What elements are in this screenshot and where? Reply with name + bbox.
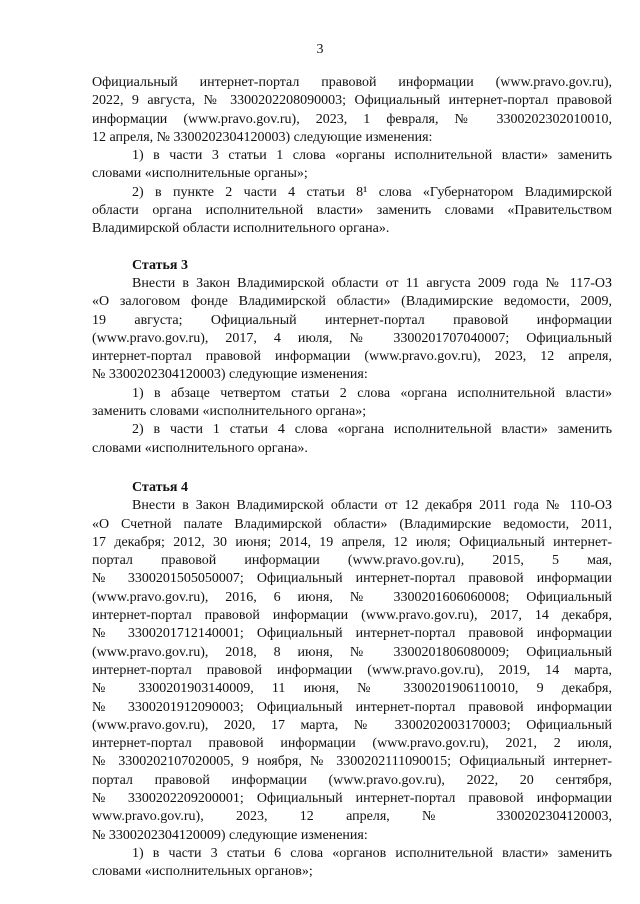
text-line: 2022, 9 августа, № 3300202208090003; Официальный интернет-портал правовой — [92, 93, 612, 109]
text-line: «О залоговом фонде Владимирской области» (Владимирские ведомости, 2009, — [92, 294, 612, 310]
text-line: Внести в Закон Владимирской области от 11 августа 2009 года № 117-ОЗ — [132, 275, 612, 291]
article-heading: Статья 3 — [132, 257, 188, 273]
article-heading: Статья 4 — [132, 479, 188, 495]
text-line: Официальный интернет-портал правовой информации (www.pravo.gov.ru), — [92, 75, 612, 90]
amendment-item — [92, 147, 612, 184]
text-line: (www.pravo.gov.ru), 2020, 17 марта, № 3300202003170003; Официальный — [92, 717, 612, 733]
text-line: www.pravo.gov.ru), 2023, 12 апреля, № 3300202304120003, — [92, 809, 612, 825]
continuation-paragraph — [92, 74, 612, 147]
page-number: 3 — [316, 42, 324, 57]
text-line: портал правовой информации (www.pravo.gov.ru), 2022, 20 сентября, — [92, 772, 612, 788]
text-line: Владимирской области исполнительного органа». — [92, 221, 390, 237]
text-line: 1) в части 3 статьи 6 слова «органов исполнительной власти» заменить — [132, 845, 612, 861]
text-line: интернет-портал правовой информации (www.pravo.gov.ru), 2017, 14 декабря, — [92, 608, 612, 624]
text-line: № 3300201912090003; Официальный интернет-портал правовой информации — [92, 699, 612, 715]
section-spacer — [92, 239, 612, 257]
section-spacer — [92, 458, 612, 479]
text-line: словами «исполнительных органов»; — [92, 864, 313, 880]
text-line: 12 апреля, № 3300202304120003) следующие изменения: — [92, 129, 433, 145]
text-line: портал правовой информации (www.pravo.gov.ru), 2015, 5 мая, — [92, 553, 612, 569]
text-line: интернет-портал правовой информации (www.pravo.gov.ru), 2021, 2 июля, — [92, 736, 612, 752]
text-line: № 3300202209200001; Официальный интернет-портал правовой информации — [92, 790, 612, 806]
text-line: 2) в пункте 2 части 4 статьи 8¹ слова «Губернатором Владимирской — [132, 184, 612, 200]
text-line: словами «исполнительные органы»; — [92, 166, 308, 182]
text-line: № 3300201505050007; Официальный интернет-портал правовой информации — [92, 571, 612, 587]
text-line: интернет-портал правовой информации (www.pravo.gov.ru), 2023, 12 апреля, — [92, 349, 612, 365]
amendment-item — [92, 184, 612, 239]
text-line: Внести в Закон Владимирской области от 12 декабря 2011 года № 110-ОЗ — [132, 498, 612, 514]
text-line: словами «исполнительного органа». — [92, 440, 308, 456]
text-line: (www.pravo.gov.ru), 2016, 6 июня, № 3300201606060008; Официальный — [92, 589, 612, 605]
text-line: 17 декабря; 2012, 30 июня; 2014, 19 апреля, 12 июля; Официальный интернет- — [92, 534, 612, 550]
text-line: 19 августа; Официальный интернет-портал правовой информации — [92, 312, 612, 328]
article-4 — [92, 479, 612, 882]
text-line: интернет-портал правовой информации (www.pravo.gov.ru), 2019, 14 марта, — [92, 662, 612, 678]
text-line: 1) в абзаце четвертом статьи 2 слова «органа исполнительной власти» — [132, 385, 612, 401]
text-line: заменить словами «исполнительного органа»; — [92, 404, 367, 420]
text-line: «О Счетной палате Владимирской области» (Владимирские ведомости, 2011, — [92, 516, 612, 532]
text-line: № 3300201903140009, 11 июня, № 3300201906110010, 9 декабря, — [92, 681, 612, 697]
text-line: информации (www.pravo.gov.ru), 2023, 1 февраля, № 3300202302010010, — [92, 111, 612, 127]
text-line: № 3300202107020005, 9 ноября, № 3300202111090015; Официальный интернет- — [92, 754, 612, 770]
text-line: 1) в части 3 статьи 1 слова «органы исполнительной власти» заменить — [132, 148, 612, 164]
article-3 — [92, 257, 612, 458]
text-line: области органа исполнительной власти» заменить словами «Правительством — [92, 203, 612, 219]
document-body — [92, 74, 612, 881]
text-line: (www.pravo.gov.ru), 2018, 8 июня, № 3300201806080009; Официальный — [92, 644, 612, 660]
text-line: № 3300201712140001; Официальный интернет-портал правовой информации — [92, 626, 612, 642]
text-line: 2) в части 1 статьи 4 слова «органа исполнительной власти» заменить — [132, 422, 612, 438]
text-line: № 3300202304120009) следующие изменения: — [92, 827, 368, 843]
text-line: № 3300202304120003) следующие изменения: — [92, 367, 368, 383]
text-line: (www.pravo.gov.ru), 2017, 4 июля, № 3300201707040007; Официальный — [92, 330, 612, 346]
